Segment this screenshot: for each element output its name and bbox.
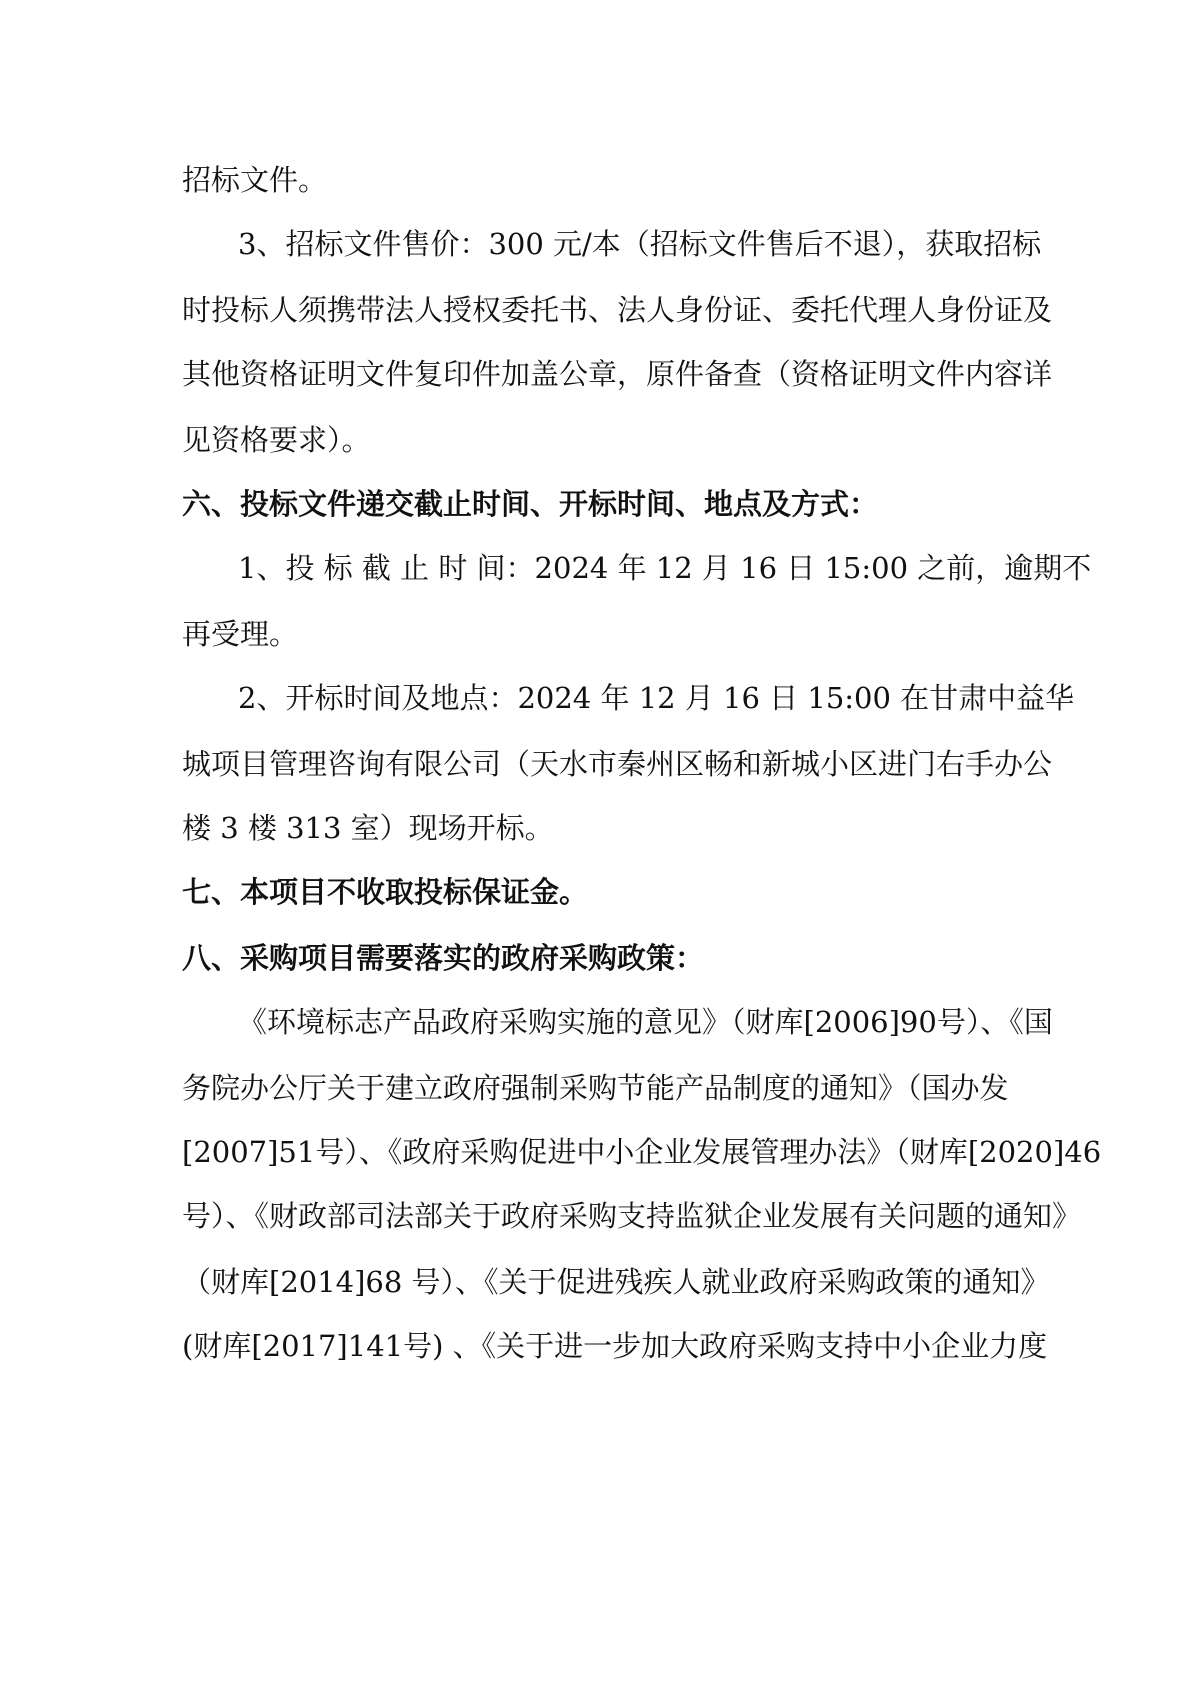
paragraph-line: 2、开标时间及地点：2024 年 12 月 16 日 15:00 在甘肃中益华 <box>238 681 1075 715</box>
paragraph-line: 城项目管理咨询有限公司（天水市秦州区畅和新城小区进门右手办公 <box>182 747 1053 781</box>
paragraph-line: 3、招标文件售价：300 元/本（招标文件售后不退），获取招标 <box>238 227 1042 261</box>
paragraph-line: 楼 3 楼 313 室）现场开标。 <box>182 811 554 845</box>
section-heading: 八、采购项目需要落实的政府采购政策： <box>182 941 705 975</box>
section-heading: 六、投标文件递交截止时间、开标时间、地点及方式： <box>182 487 879 521</box>
paragraph-line: (财库[2017]141号) 、《关于进一步加大政府采购支持中小企业力度 <box>182 1329 1048 1363</box>
paragraph-line: （财库[2014]68 号）、《关于促进残疾人就业政府采购政策的通知》 <box>182 1265 1050 1299</box>
paragraph-line: 号）、《财政部司法部关于政府采购支持监狱企业发展有关问题的通知》 <box>182 1199 1082 1233</box>
paragraph-line: 招标文件。 <box>182 163 328 197</box>
paragraph-line: 其他资格证明文件复印件加盖公章，原件备查（资格证明文件内容详 <box>182 357 1053 391</box>
paragraph-line: [2007]51号）、《政府采购促进中小企业发展管理办法》（财库[2020]46 <box>182 1135 1102 1169</box>
section-heading: 七、本项目不收取投标保证金。 <box>182 875 589 909</box>
paragraph-line: 再受理。 <box>182 617 299 651</box>
paragraph-line: 《环境标志产品政府采购实施的意见》（财库[2006]90号）、《国 <box>238 1005 1053 1039</box>
paragraph-line: 时投标人须携带法人授权委托书、法人身份证、委托代理人身份证及 <box>182 293 1053 327</box>
paragraph-line: 务院办公厅关于建立政府强制采购节能产品制度的通知》（国办发 <box>182 1071 1009 1105</box>
paragraph-line: 1、投 标 截 止 时 间：2024 年 12 月 16 日 15:00 之前，逾期不 <box>238 551 1092 585</box>
paragraph-line: 见资格要求）。 <box>182 423 371 457</box>
